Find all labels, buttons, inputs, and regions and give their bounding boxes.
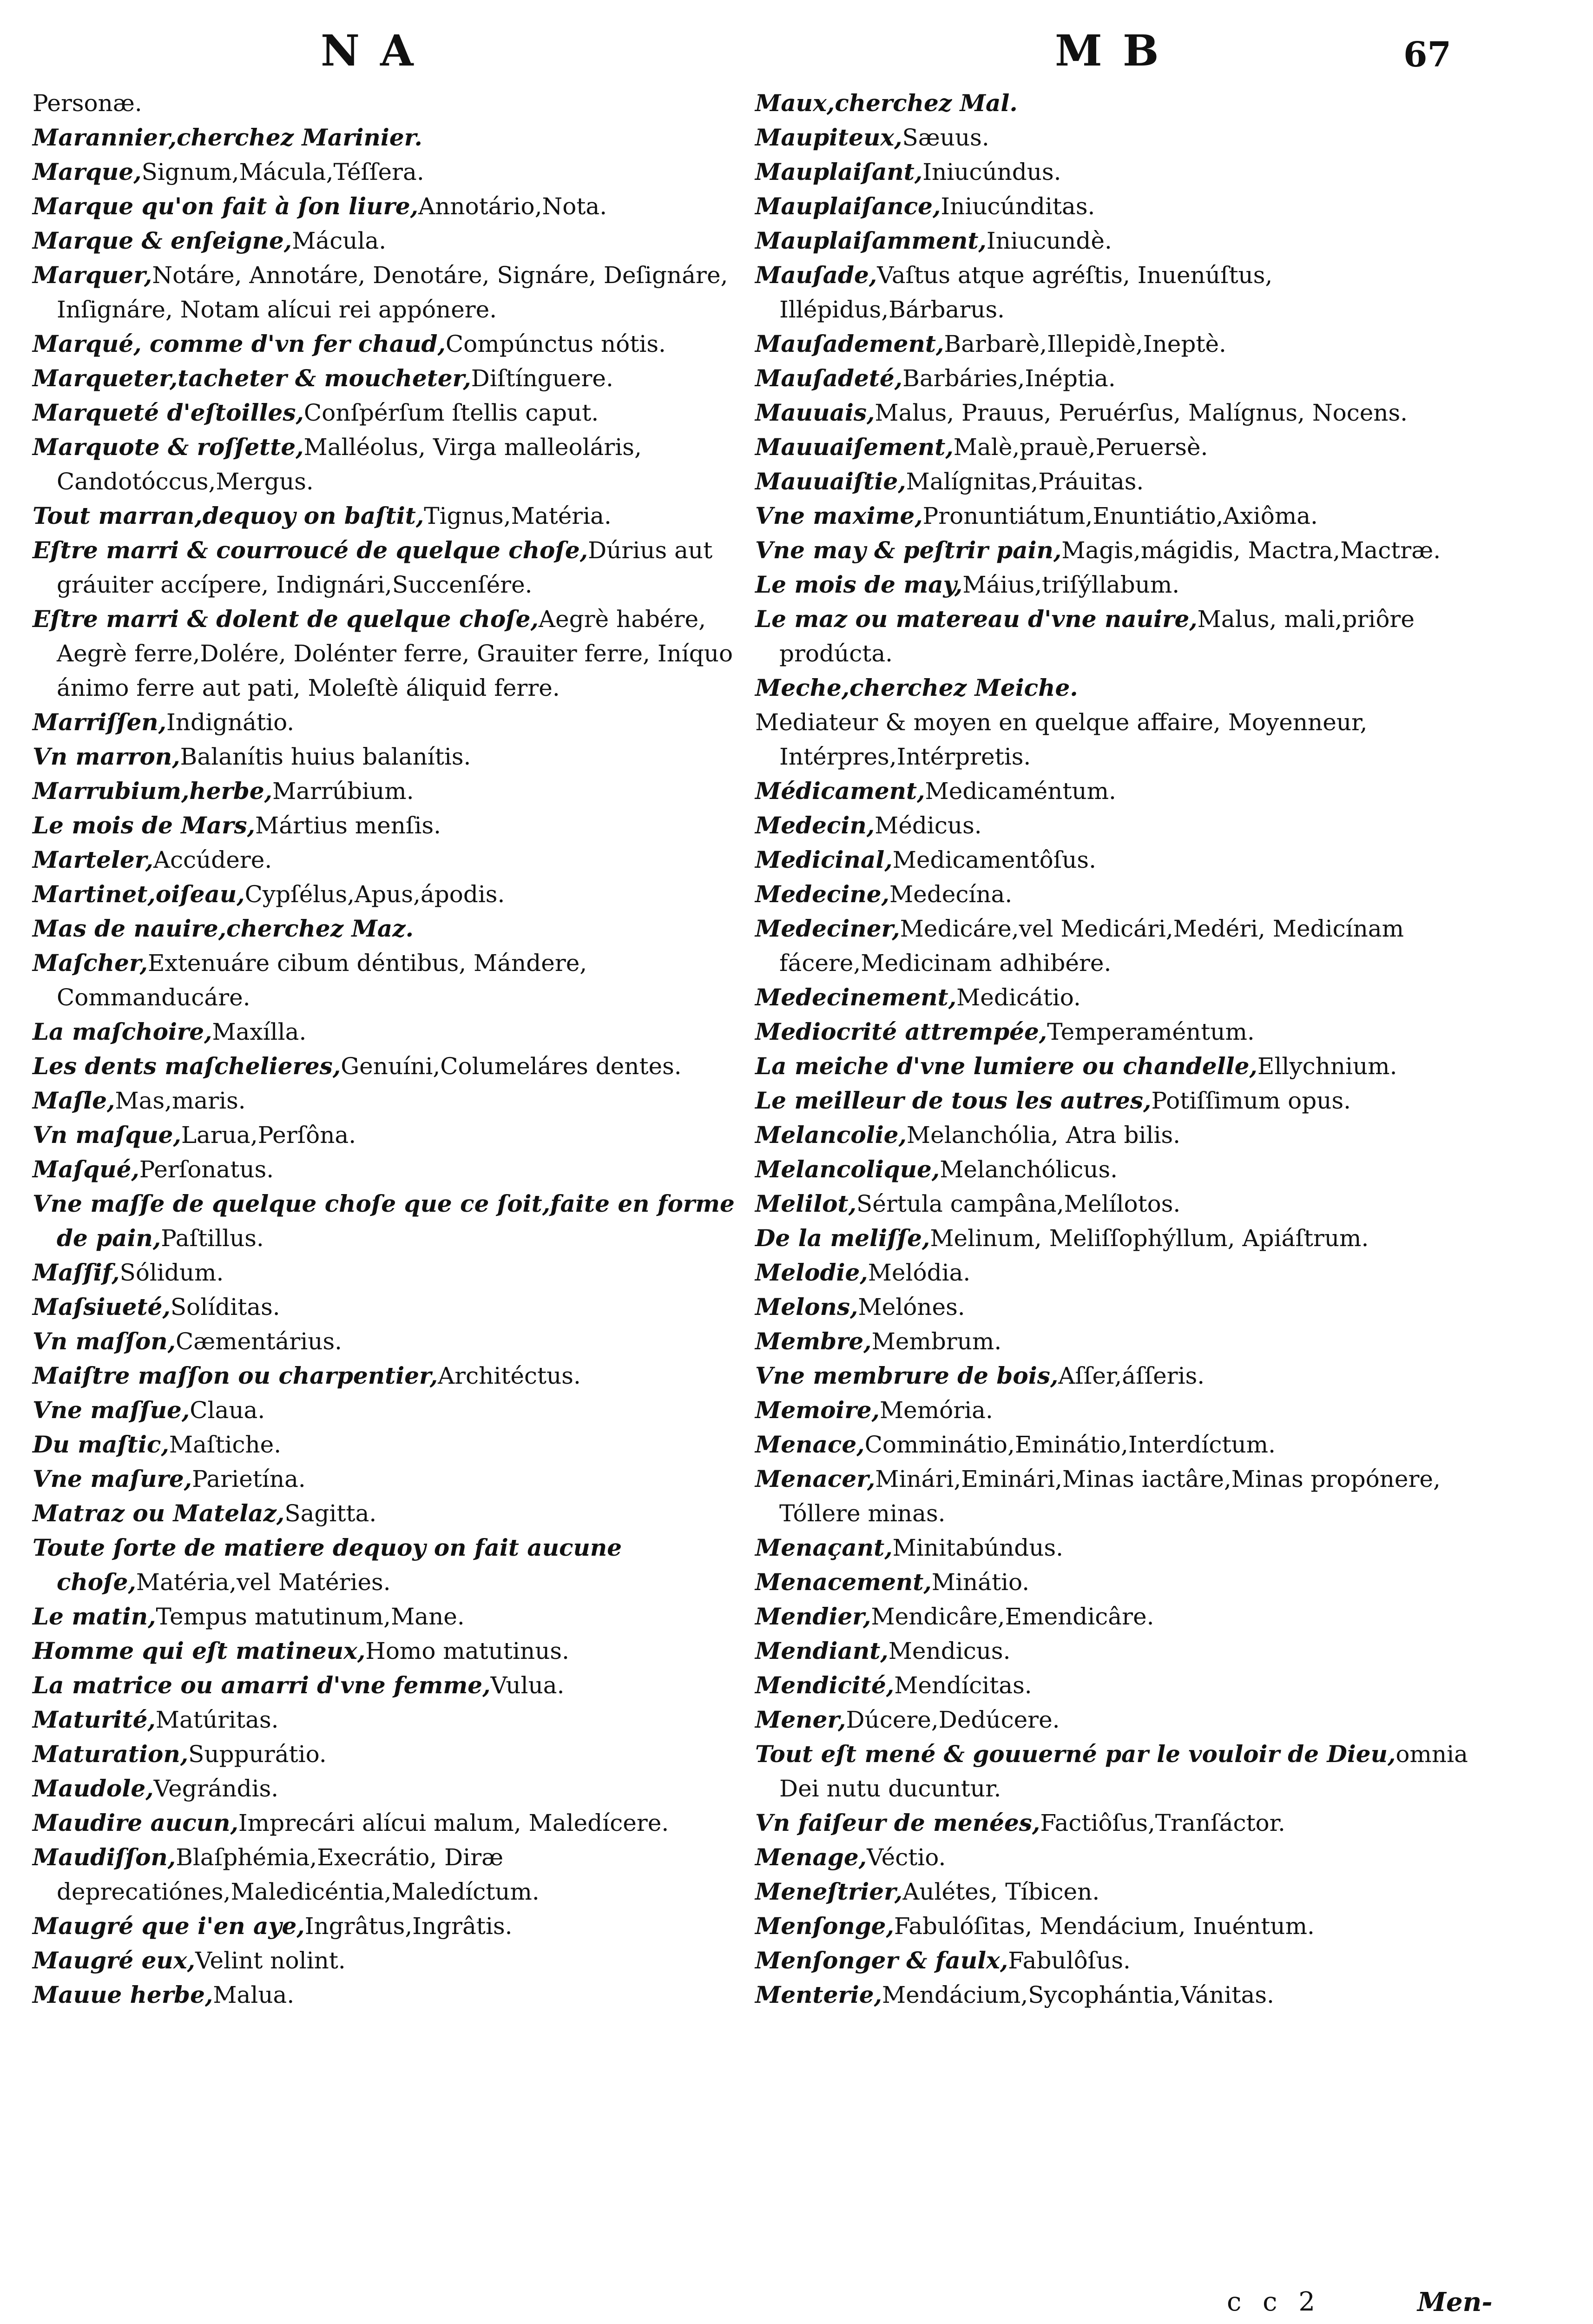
entry-definition: Matúritas. [155, 1706, 279, 1733]
dictionary-entry [755, 1634, 1473, 1668]
entry-headword: Marqueter,tacheter & moucheter, [33, 364, 471, 392]
dictionary-entry [755, 911, 1473, 980]
entry-definition: Matéria,vel Matéries. [136, 1569, 391, 1596]
dictionary-entry [755, 1083, 1473, 1118]
entry-headword: Maſſif, [33, 1259, 120, 1286]
entry-headword: Medecin, [755, 812, 875, 839]
dictionary-entry [755, 1118, 1473, 1152]
dictionary-entry [33, 1668, 750, 1703]
entry-headword: Le maz ou matereau d'vne nauire, [755, 605, 1198, 633]
entry-headword: Mauue herbe, [33, 1981, 213, 2008]
entry-headword: Vn faiſeur de menées, [755, 1809, 1040, 1836]
entry-headword: Mauplaiſance, [755, 192, 941, 220]
entry-headword: Marannier,cherchez Marinier. [33, 124, 422, 151]
dictionary-entry [33, 1634, 750, 1668]
dictionary-entry [33, 86, 750, 120]
entry-headword: Marque, [33, 158, 142, 185]
entry-headword: Vne maſſe de quelque choſe que ce ſoit,faite en forme de pain, [33, 1190, 735, 1252]
entry-definition: Sértula campâna,Melílotos. [856, 1190, 1181, 1217]
entry-definition: Genuíni,Columeláres dentes. [341, 1053, 682, 1080]
dictionary-entry [755, 1187, 1473, 1221]
entry-definition: Aulétes, Tíbicen. [902, 1878, 1100, 1905]
entry-definition: Melanchólicus. [940, 1156, 1118, 1183]
entry-headword: Maux,cherchez Mal. [755, 89, 1018, 117]
dictionary-entry [755, 602, 1473, 671]
entry-headword: Maturation, [33, 1740, 189, 1768]
dictionary-entry [755, 361, 1473, 396]
entry-definition: Minátio. [931, 1569, 1030, 1596]
dictionary-entry [33, 430, 750, 499]
entry-definition: Malígnitas,Práuitas. [906, 468, 1144, 495]
entry-headword: Maudiſſon, [33, 1843, 176, 1871]
signature-mark: c c 2 [1227, 2287, 1322, 2317]
dictionary-entry [33, 1324, 750, 1359]
entry-headword: Maudole, [33, 1775, 154, 1802]
dictionary-entry [33, 189, 750, 224]
entry-headword: Maiſtre maſſon ou charpentier, [33, 1362, 438, 1389]
dictionary-entry [33, 602, 750, 705]
dictionary-entry [755, 1049, 1473, 1083]
dictionary-entry [755, 464, 1473, 499]
entry-definition: Claua. [190, 1397, 265, 1424]
dictionary-entry [755, 705, 1473, 774]
dictionary-entry [33, 1943, 750, 1978]
entry-definition: Fabulôſus. [1008, 1947, 1131, 1974]
entry-definition: Mas,maris. [115, 1087, 246, 1114]
entry-definition: Memória. [879, 1397, 993, 1424]
entry-definition: Signum,Mácula,Téſſera. [141, 158, 424, 185]
entry-definition: Aſſer,áſſeris. [1058, 1362, 1205, 1389]
dictionary-entry [33, 1290, 750, 1324]
entry-headword: Les dents maſchelieres, [33, 1052, 341, 1080]
dictionary-entry [755, 1221, 1473, 1255]
entry-definition: Fabulóſitas, Mendácium, Inuéntum. [894, 1913, 1315, 1940]
entry-definition: Vulua. [490, 1672, 565, 1699]
entry-definition: Factiôſus,Tranſáctor. [1040, 1809, 1285, 1836]
entry-definition: Parietína. [192, 1466, 306, 1492]
entry-definition: Magis,mágidis, Mactra,Mactræ. [1061, 537, 1441, 564]
entry-headword: Le mois de Mars, [33, 812, 256, 839]
entry-definition: Iniucundè. [986, 227, 1112, 254]
entry-headword: Menaçant, [755, 1534, 893, 1561]
entry-definition: Mártius menſis. [255, 812, 441, 839]
dictionary-entry [755, 1703, 1473, 1737]
signature-line [1227, 2287, 1493, 2317]
dictionary-entry [755, 1255, 1473, 1290]
dictionary-entry [33, 224, 750, 258]
entry-headword: Le meilleur de tous les autres, [755, 1087, 1152, 1114]
entry-headword: Menage, [755, 1843, 867, 1871]
dictionary-entry [755, 1840, 1473, 1875]
right-column [755, 86, 1473, 2012]
dictionary-entry [33, 1462, 750, 1496]
entry-headword: De la meliſſe, [755, 1224, 930, 1252]
dictionary-entry [33, 1806, 750, 1840]
entry-definition: Dúcere,Dedúcere. [846, 1706, 1060, 1733]
running-head-right: M B [1055, 26, 1162, 76]
entry-headword: Maugré eux, [33, 1947, 195, 1974]
entry-headword: Maugré que i'en aye, [33, 1912, 305, 1940]
dictionary-entry [33, 1531, 750, 1599]
entry-definition: Véctio. [867, 1844, 946, 1871]
dictionary-entry [755, 1943, 1473, 1978]
entry-headword: Menace, [755, 1431, 865, 1458]
dictionary-entry [755, 1875, 1473, 1909]
dictionary-entry [33, 1703, 750, 1737]
entry-definition: Máius,triſýllabum. [962, 571, 1180, 598]
dictionary-entry [755, 155, 1473, 189]
entry-definition: Tignus,Matéria. [424, 502, 612, 529]
entry-headword: Matraz ou Matelaz, [33, 1499, 285, 1527]
page-number: 67 [1403, 35, 1451, 75]
entry-headword: Memoire, [755, 1396, 880, 1424]
dictionary-entry [33, 843, 750, 877]
entry-definition: Malè,prauè,Peruersè. [953, 434, 1208, 461]
entry-headword: Eſtre marri & courroucé de quelque choſe, [33, 536, 588, 564]
dictionary-entry [33, 808, 750, 843]
dictionary-entry [755, 1565, 1473, 1599]
entry-definition: Minitabúndus. [892, 1534, 1064, 1561]
dictionary-entry [755, 396, 1473, 430]
entry-headword: Marqué, comme d'vn fer chaud, [33, 330, 446, 357]
entry-headword: Mediocrité attrempée, [755, 1018, 1047, 1045]
entry-definition: Diſtínguere. [471, 365, 613, 392]
entry-headword: Mauplaiſamment, [755, 227, 987, 254]
dictionary-entry [755, 774, 1473, 808]
entry-definition: Balanítis huius balanítis. [180, 743, 471, 770]
dictionary-entry [33, 1118, 750, 1152]
entry-definition: Imprecári alícui malum, Maledícere. [238, 1809, 669, 1836]
dictionary-entry [33, 1255, 750, 1290]
entry-headword: Menacer, [755, 1465, 875, 1492]
entry-headword: Melons, [755, 1293, 858, 1320]
dictionary-entry [33, 1427, 750, 1462]
dictionary-entry [33, 1015, 750, 1049]
entry-headword: Meche,cherchez Meiche. [755, 674, 1078, 701]
dictionary-entry [755, 1152, 1473, 1187]
entry-definition: Blaſphémia,Execrátio, Diræ deprecatiónes,Maledicéntia,Maledíctum. [57, 1844, 540, 1905]
dictionary-entry [33, 1393, 750, 1427]
running-head [0, 26, 1593, 86]
entry-headword: Mauſadement, [755, 330, 944, 357]
entry-definition: Architéctus. [438, 1362, 581, 1389]
dictionary-entry [33, 705, 750, 739]
dictionary-entry [755, 258, 1473, 327]
dictionary-entry [33, 1359, 750, 1393]
running-head-left: N A [321, 26, 416, 76]
entry-definition: Marrúbium. [272, 778, 414, 805]
entry-definition: Iniucúnditas. [941, 193, 1095, 220]
dictionary-entry [755, 1015, 1473, 1049]
entry-definition: Vaſtus atque agréſtis, Inuenúſtus, Illépidus,Bárbarus. [779, 262, 1273, 323]
entry-definition: Membrum. [871, 1328, 1002, 1355]
dictionary-entry [33, 499, 750, 533]
entry-definition: Velint nolint. [195, 1947, 346, 1974]
dictionary-entry [33, 877, 750, 911]
entry-headword: Eſtre marri & dolent de quelque choſe, [33, 605, 539, 633]
dictionary-entry [33, 1599, 750, 1634]
entry-definition: Extenuáre cibum déntibus, Mándere, Commanducáre. [57, 950, 587, 1011]
entry-definition: Ellychnium. [1257, 1053, 1397, 1080]
dictionary-entry [755, 1290, 1473, 1324]
dictionary-entry [755, 1427, 1473, 1462]
dictionary-entry [33, 911, 750, 946]
entry-headword: Mendier, [755, 1603, 871, 1630]
entry-definition: Temperaméntum. [1047, 1018, 1255, 1045]
entry-headword: Vn marron, [33, 743, 180, 770]
entry-headword: Meneſtrier, [755, 1878, 903, 1905]
entry-headword: Menſonger & faulx, [755, 1947, 1008, 1974]
dictionary-entry [755, 877, 1473, 911]
entry-definition: Minári,Eminári,Minas iactâre,Minas propónere, Tóllere minas. [779, 1466, 1441, 1527]
dictionary-entry [755, 533, 1473, 568]
dictionary-entry [755, 1599, 1473, 1634]
dictionary-entry [33, 327, 750, 361]
dictionary-entry [33, 1496, 750, 1531]
dictionary-entry [33, 1083, 750, 1118]
entry-headword: Maſcher, [33, 949, 148, 977]
dictionary-entry [33, 774, 750, 808]
dictionary-entry [755, 120, 1473, 155]
entry-headword: La matrice ou amarri d'vne femme, [33, 1671, 491, 1699]
entry-headword: Mendiant, [755, 1637, 889, 1664]
entry-definition: Sæuus. [902, 124, 989, 151]
dictionary-entry [33, 1771, 750, 1806]
entry-headword: Mauſadeté, [755, 364, 903, 392]
entry-definition: Mendácium,Sycophántia,Vánitas. [882, 1981, 1274, 2008]
dictionary-entry [755, 499, 1473, 533]
entry-headword: Vne maſſue, [33, 1396, 190, 1424]
entry-definition: Barbáries,Inéptia. [902, 365, 1116, 392]
dictionary-entry [755, 430, 1473, 464]
entry-definition: Malua. [213, 1981, 295, 2008]
entry-headword: Medeciner, [755, 915, 900, 942]
entry-definition: Mendicâre,Emendicâre. [871, 1603, 1154, 1630]
catchword: Men- [1417, 2287, 1493, 2317]
entry-headword: Medecine, [755, 880, 889, 908]
entry-headword: Mauuais, [755, 399, 875, 426]
entry-definition: Conſpérſum ſtellis caput. [303, 399, 599, 426]
entry-definition: Compúnctus nótis. [445, 330, 666, 357]
entry-headword: Melancolique, [755, 1155, 940, 1183]
entry-definition: Medicamentôſus. [892, 846, 1096, 873]
entry-headword: Melilot, [755, 1190, 856, 1217]
entry-headword: Marriſſen, [33, 708, 167, 736]
entry-definition: Iniucúndus. [922, 158, 1061, 185]
dictionary-entry [755, 1393, 1473, 1427]
entry-headword: Menacement, [755, 1568, 932, 1596]
dictionary-entry [755, 1324, 1473, 1359]
entry-headword: Mauſade, [755, 261, 877, 289]
entry-headword: Vne membrure de bois, [755, 1362, 1059, 1389]
entry-headword: La meiche d'vne lumiere ou chandelle, [755, 1052, 1257, 1080]
entry-definition: Notáre, Annotáre, Denotáre, Signáre, Deſignáre, Inſignáre, Notam alícui rei appónere. [57, 262, 728, 323]
entry-headword: Toute ſorte de matiere dequoy on fait aucune choſe, [33, 1534, 622, 1596]
entry-definition: Ingrâtus,Ingrâtis. [304, 1913, 513, 1940]
entry-headword: Vn maſque, [33, 1121, 181, 1149]
dictionary-entry [33, 1978, 750, 2012]
dictionary-entry [755, 1531, 1473, 1565]
entry-definition: Melónes. [858, 1294, 965, 1320]
entry-definition: Personæ. [33, 90, 142, 117]
entry-headword: Tout marran,dequoy on baſtit, [33, 502, 424, 529]
dictionary-entry [33, 739, 750, 774]
entry-definition: Melódia. [868, 1259, 971, 1286]
dictionary-entry [755, 980, 1473, 1015]
entry-headword: Maſle, [33, 1087, 115, 1114]
entry-definition: Medicaméntum. [925, 778, 1116, 805]
entry-headword: Marrubium,herbe, [33, 777, 273, 805]
entry-definition: Annotário,Nota. [418, 193, 607, 220]
entry-definition: Medicáre,vel Medicári,Medéri, Medicínam fácere,Medicinam adhibére. [779, 915, 1404, 977]
entry-definition: Sólidum. [119, 1259, 224, 1286]
entry-headword: Marquote & roſſette, [33, 433, 304, 461]
dictionary-entry [33, 1737, 750, 1771]
dictionary-entry [33, 120, 750, 155]
entry-definition: Malus, mali,priôre prodúcta. [779, 606, 1415, 667]
entry-definition: Sagitta. [284, 1500, 377, 1527]
entry-headword: Mauuaiſtie, [755, 468, 906, 495]
entry-headword: Maſqué, [33, 1155, 139, 1183]
entry-headword: Marteler, [33, 846, 153, 873]
dictionary-entry [755, 189, 1473, 224]
entry-headword: Maudire aucun, [33, 1809, 238, 1836]
entry-definition: Barbarè,Illepidè,Ineptè. [944, 330, 1226, 357]
entry-definition: Comminátio,Eminátio,Interdíctum. [864, 1431, 1276, 1458]
entry-headword: Tout eſt mené & gouuerné par le vouloir de Dieu, [755, 1740, 1396, 1768]
entry-definition: Cypſélus,Apus,ápodis. [244, 881, 505, 908]
dictionary-entry [33, 1152, 750, 1187]
entry-definition: Perſonatus. [139, 1156, 274, 1183]
dictionary-entry [755, 1978, 1473, 2012]
dictionary-entry [33, 155, 750, 189]
entry-definition: Mendícitas. [894, 1672, 1032, 1699]
entry-definition: Solíditas. [170, 1294, 280, 1320]
dictionary-entry [33, 946, 750, 1015]
dictionary-entry [755, 1909, 1473, 1943]
entry-definition: Potiſſimum opus. [1151, 1087, 1351, 1114]
entry-headword: Mauplaiſant, [755, 158, 923, 185]
entry-headword: Menſonge, [755, 1912, 894, 1940]
dictionary-entry [33, 1187, 750, 1255]
dictionary-entry [755, 843, 1473, 877]
dictionary-entry [755, 1462, 1473, 1531]
entry-definition: Vegrándis. [153, 1775, 279, 1802]
entry-headword: Vne may & peſtrir pain, [755, 536, 1062, 564]
entry-definition: Aegrè habére, Aegrè ferre,Dolére, Dolénter ferre, Grauiter ferre, Iníquo ánimo ferre aut pati, Moleſtè áliquid ferre. [57, 606, 733, 701]
entry-headword: Homme qui eſt matineux, [33, 1637, 366, 1664]
entry-headword: Vne maſure, [33, 1465, 192, 1492]
entry-headword: Marquer, [33, 261, 152, 289]
dictionary-entry [755, 1806, 1473, 1840]
dictionary-entry [755, 1359, 1473, 1393]
entry-headword: Maſsiueté, [33, 1293, 171, 1320]
dictionary-entry [33, 533, 750, 602]
entry-headword: La maſchoire, [33, 1018, 212, 1045]
dictionary-entry [33, 1049, 750, 1083]
entry-headword: Mas de nauire,cherchez Maz. [33, 915, 414, 942]
dictionary-entry [33, 361, 750, 396]
entry-headword: Membre, [755, 1327, 872, 1355]
entry-headword: Marque qu'on fait à ſon liure, [33, 192, 419, 220]
entry-headword: Marque & enſeigne, [33, 227, 292, 254]
entry-definition: Mendicus. [888, 1637, 1011, 1664]
dictionary-entry [33, 258, 750, 327]
entry-definition: Mediateur & moyen en quelque affaire, Moyenneur, Intérpres,Intérpretis. [755, 709, 1368, 770]
entry-definition: Homo matutinus. [365, 1637, 569, 1664]
dictionary-entry [33, 1840, 750, 1909]
entry-definition: Maſtiche. [169, 1431, 282, 1458]
dictionary-entry [755, 671, 1473, 705]
entry-definition: Dúrius aut gráuiter accípere, Indignári,Succenſére. [57, 537, 713, 598]
entry-headword: Vn maſſon, [33, 1327, 176, 1355]
entry-definition: Pronuntiátum,Enuntiátio,Axiôma. [922, 502, 1318, 529]
entry-headword: Melodie, [755, 1259, 868, 1286]
entry-headword: Du maſtic, [33, 1431, 169, 1458]
entry-headword: Maupiteux, [755, 124, 902, 151]
left-column [33, 86, 750, 2012]
dictionary-entry [755, 224, 1473, 258]
entry-definition: Mácula. [292, 227, 387, 254]
entry-headword: Medecinement, [755, 984, 957, 1011]
entry-definition: Indignátio. [166, 709, 295, 736]
entry-headword: Médicament, [755, 777, 925, 805]
entry-definition: Medecína. [889, 881, 1013, 908]
entry-definition: Malléolus, Virga malleoláris, Candotóccus,Mergus. [57, 434, 642, 495]
dictionary-entry [755, 327, 1473, 361]
dictionary-entry [755, 1668, 1473, 1703]
entry-definition: Melinum, Meliſſophýllum, Apiáſtrum. [930, 1225, 1369, 1252]
entry-definition: Tempus matutinum,Mane. [156, 1603, 465, 1630]
entry-headword: Martinet,oiſeau, [33, 880, 245, 908]
dictionary-entry [755, 808, 1473, 843]
entry-definition: Medicátio. [956, 984, 1081, 1011]
entry-headword: Le matin, [33, 1603, 156, 1630]
entry-headword: Melancolie, [755, 1121, 907, 1149]
dictionary-entry [755, 1737, 1473, 1806]
entry-headword: Medicinal, [755, 846, 893, 873]
entry-headword: Mendicité, [755, 1671, 895, 1699]
entry-headword: Le mois de may, [755, 571, 963, 598]
entry-definition: Accúdere. [153, 846, 272, 873]
entry-definition: Médicus. [875, 812, 982, 839]
entry-definition: Larua,Perſôna. [181, 1122, 356, 1149]
entry-definition: Melanchólia, Atra bilis. [906, 1122, 1181, 1149]
entry-headword: Vne maxime, [755, 502, 923, 529]
entry-definition: Suppurátio. [188, 1741, 327, 1768]
entry-headword: Marqueté d'eſtoilles, [33, 399, 304, 426]
entry-headword: Mauuaiſement, [755, 433, 954, 461]
entry-headword: Mener, [755, 1706, 846, 1733]
entry-definition: Cæmentárius. [175, 1328, 342, 1355]
dictionary-entry [755, 86, 1473, 120]
entry-definition: Malus, Prauus, Peruérſus, Malígnus, Nocens. [875, 399, 1408, 426]
dictionary-entry [755, 568, 1473, 602]
entry-definition: omnia Dei nutu ducuntur. [779, 1741, 1468, 1802]
entry-headword: Maturité, [33, 1706, 156, 1733]
entry-headword: Menterie, [755, 1981, 882, 2008]
dictionary-entry [33, 396, 750, 430]
dictionary-entry [33, 1909, 750, 1943]
entry-definition: Paſtillus. [161, 1225, 264, 1252]
entry-definition: Maxílla. [212, 1018, 307, 1045]
